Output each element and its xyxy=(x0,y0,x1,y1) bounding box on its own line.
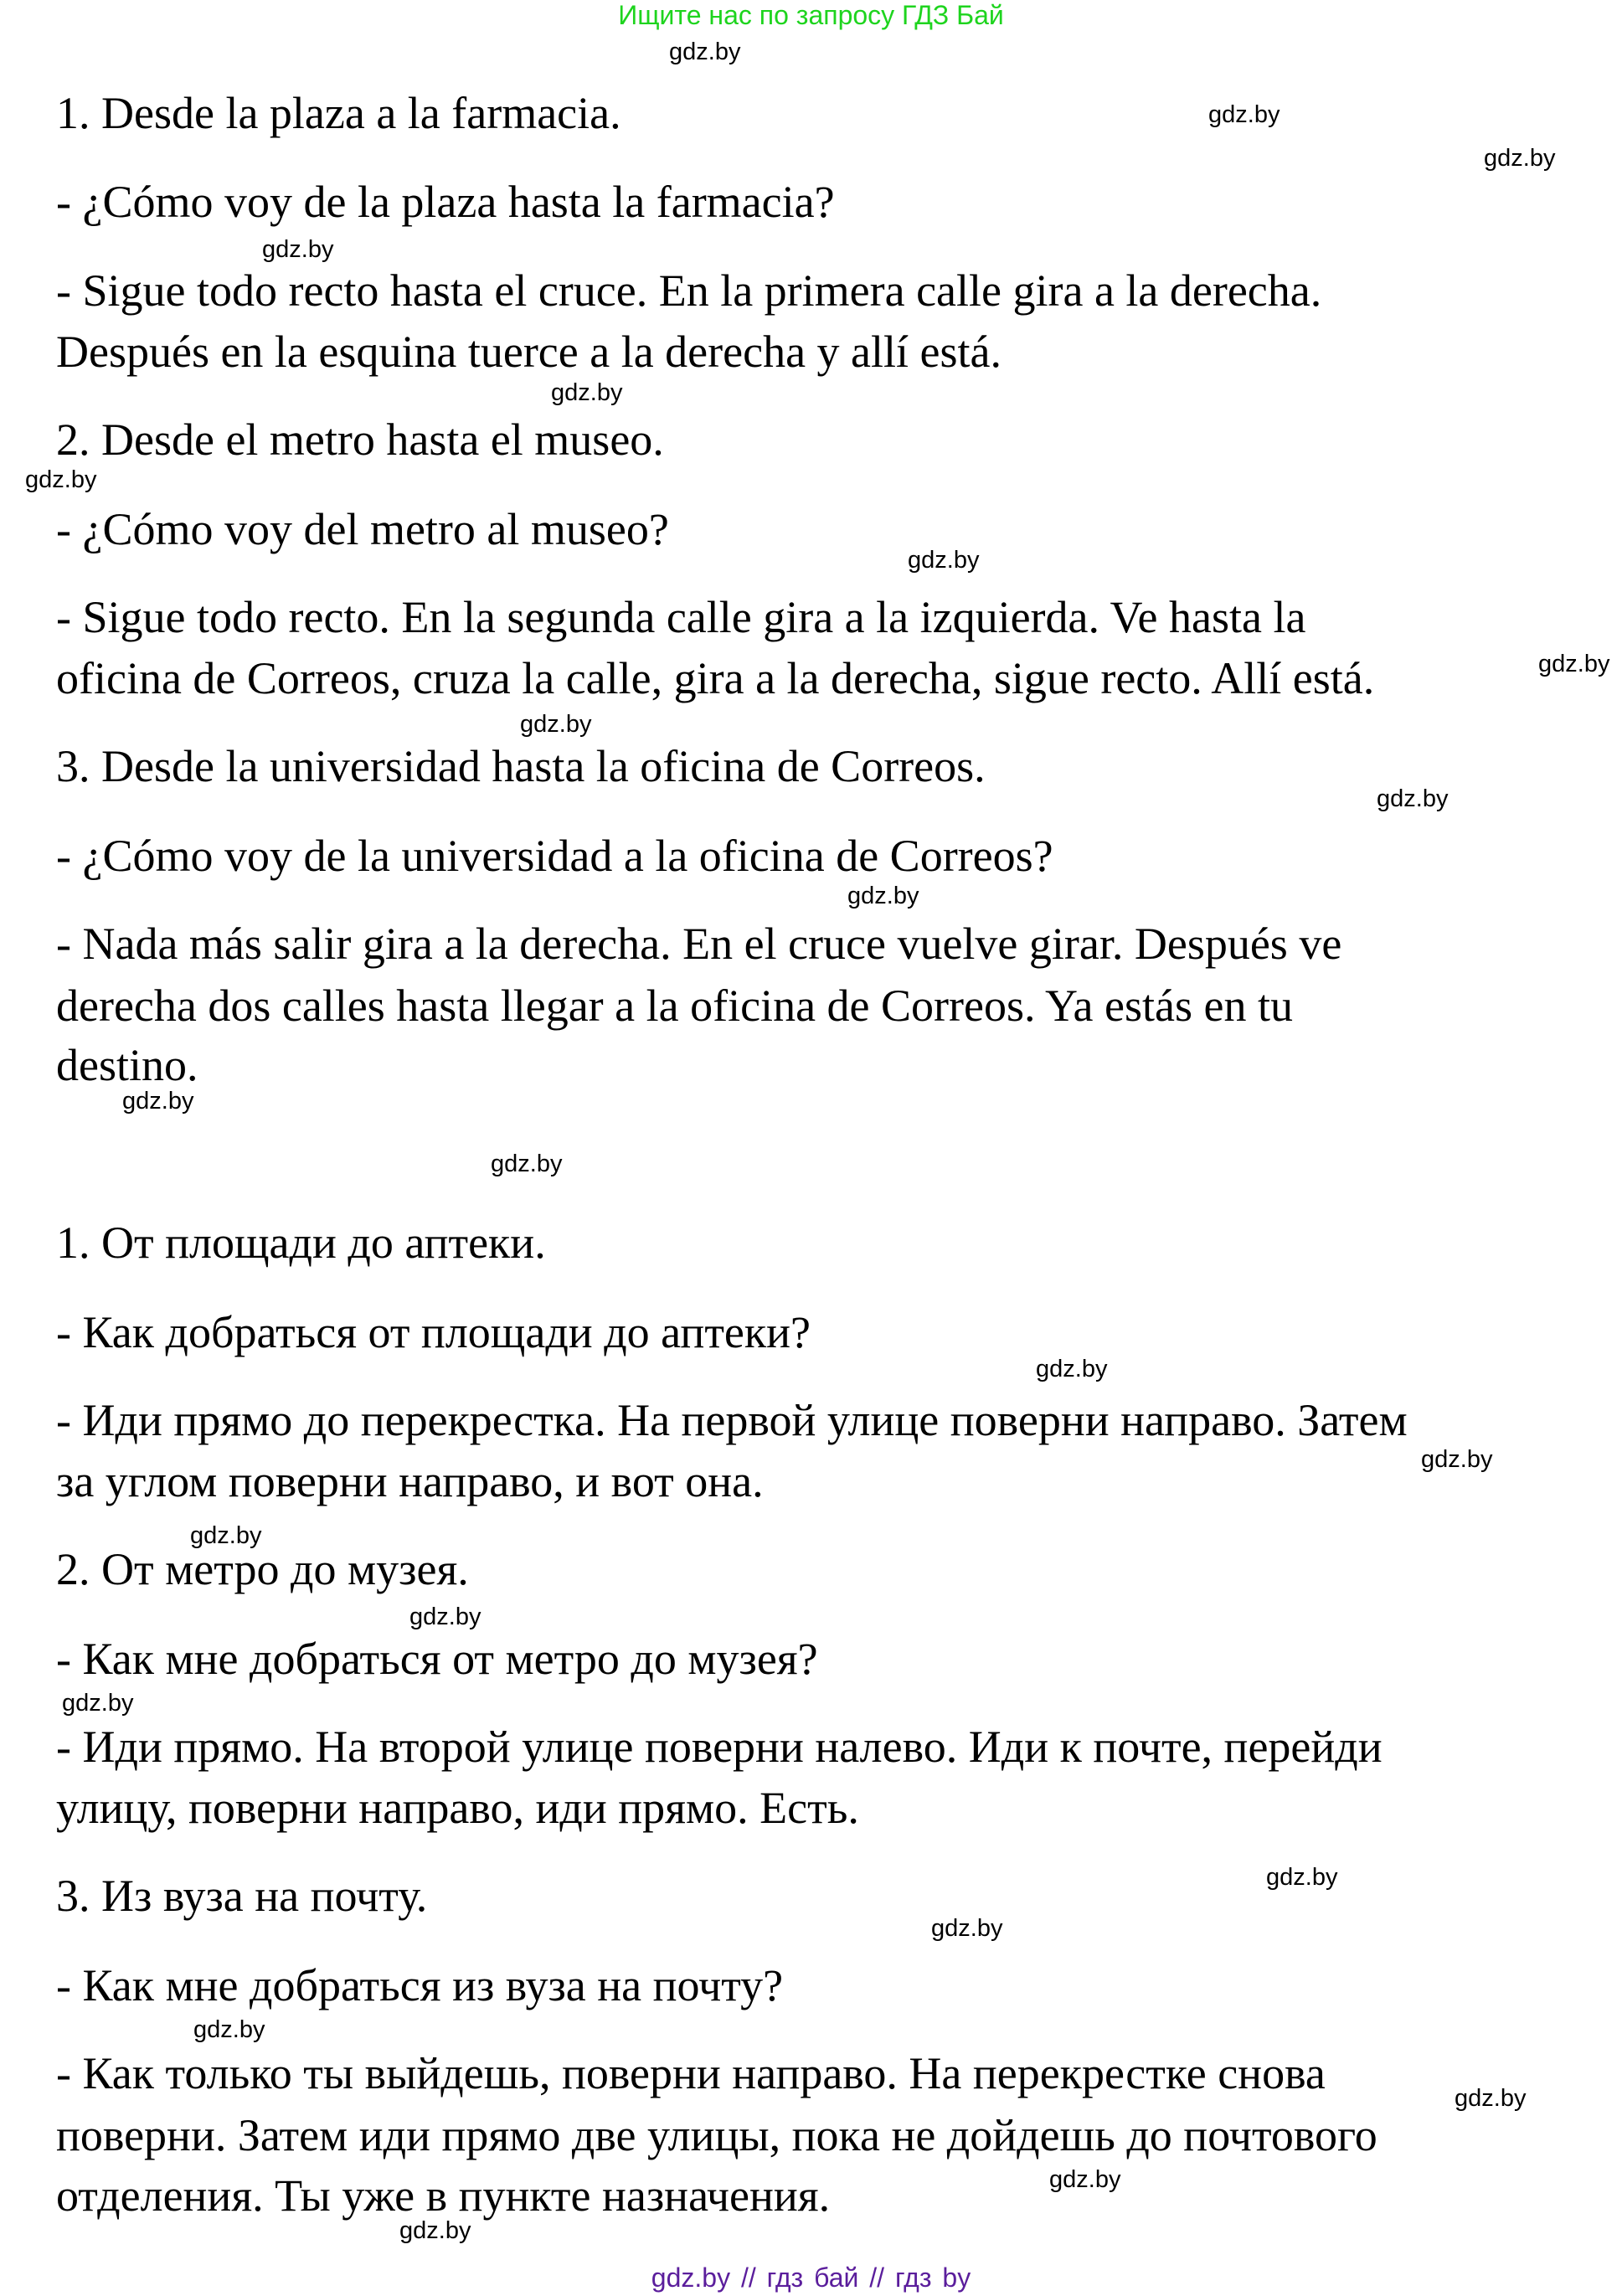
text-line: - Как мне добраться от метро до музея? xyxy=(56,1634,818,1684)
watermark: gdz.by xyxy=(190,1522,262,1549)
text-line: 1. От площади до аптеки. xyxy=(56,1217,546,1268)
text-line: - Sigue todo recto hasta el cruce. En la primera calle gira a la derecha. xyxy=(56,265,1322,316)
text-line: - Nada más salir gira a la derecha. En el cruce vuelve girar. Después ve xyxy=(56,919,1342,969)
watermark: gdz.by xyxy=(62,1690,134,1717)
text-line: - ¿Cómo voy de la plaza hasta la farmacia? xyxy=(56,177,835,227)
watermark: gdz.by xyxy=(399,2217,471,2244)
watermark: gdz.by xyxy=(409,1604,481,1630)
watermark: gdz.by xyxy=(1421,1446,1493,1473)
watermark: gdz.by xyxy=(1049,2166,1121,2193)
text-line: destino. xyxy=(56,1040,198,1090)
text-line: - Как мне добраться из вуза на почту? xyxy=(56,1960,784,2010)
text-line: - Иди прямо. На второй улице поверни налево. Иди к почте, перейди xyxy=(56,1722,1383,1772)
watermark: gdz.by xyxy=(1266,1864,1338,1891)
watermark: gdz.by xyxy=(193,2016,265,2043)
text-line: за углом поверни направо, и вот она. xyxy=(56,1456,764,1506)
watermark: gdz.by xyxy=(1208,101,1280,128)
footer-links: gdz.by // гдз бай // гдз by xyxy=(651,2263,971,2293)
watermark: gdz.by xyxy=(847,883,919,909)
text-line: 3. Из вуза на почту. xyxy=(56,1871,428,1921)
watermark: gdz.by xyxy=(1538,651,1610,677)
watermark: gdz.by xyxy=(122,1088,194,1115)
text-line: - ¿Cómo voy de la universidad a la oficina de Correos? xyxy=(56,831,1053,881)
text-line: - Как добраться от площади до аптеки? xyxy=(56,1307,811,1357)
watermark: gdz.by xyxy=(520,711,592,738)
text-line: derecha dos calles hasta llegar a la oficina de Correos. Ya estás en tu xyxy=(56,981,1293,1031)
text-line: - Sigue todo recto. En la segunda calle gira a la izquierda. Ve hasta la xyxy=(56,592,1306,642)
text-line: 3. Desde la universidad hasta la oficina de Correos. xyxy=(56,741,986,791)
text-line: Después en la esquina tuerce a la derecha y allí está. xyxy=(56,327,1002,377)
search-banner: Ищите нас по запросу ГДЗ Бай xyxy=(618,0,1004,30)
text-line: улицу, поверни направо, иди прямо. Есть. xyxy=(56,1783,859,1833)
watermark: gdz.by xyxy=(262,236,334,263)
watermark: gdz.by xyxy=(1484,145,1556,172)
watermark: gdz.by xyxy=(491,1151,563,1177)
text-line: 2. От метро до музея. xyxy=(56,1544,469,1594)
watermark: gdz.by xyxy=(1377,785,1449,812)
watermark: gdz.by xyxy=(669,39,741,65)
watermark: gdz.by xyxy=(931,1915,1003,1942)
watermark: gdz.by xyxy=(1455,2085,1527,2112)
text-line: 1. Desde la plaza a la farmacia. xyxy=(56,88,621,138)
watermark: gdz.by xyxy=(908,547,980,574)
text-line: - Как только ты выйдешь, поверни направо. На перекрестке снова xyxy=(56,2048,1326,2098)
watermark: gdz.by xyxy=(25,466,97,493)
text-line: oficina de Correos, cruza la calle, gira a la derecha, sigue recto. Allí está. xyxy=(56,653,1375,703)
text-line: - ¿Cómo voy del metro al museo? xyxy=(56,504,669,554)
text-line: - Иди прямо до перекрестка. На первой улице поверни направо. Затем xyxy=(56,1395,1408,1445)
text-line: 2. Desde el metro hasta el museo. xyxy=(56,414,664,465)
watermark: gdz.by xyxy=(551,379,623,406)
text-line: поверни. Затем иди прямо две улицы, пока не дойдешь до почтового xyxy=(56,2110,1377,2160)
watermark: gdz.by xyxy=(1036,1356,1108,1382)
text-line: отделения. Ты уже в пункте назначения. xyxy=(56,2170,831,2221)
